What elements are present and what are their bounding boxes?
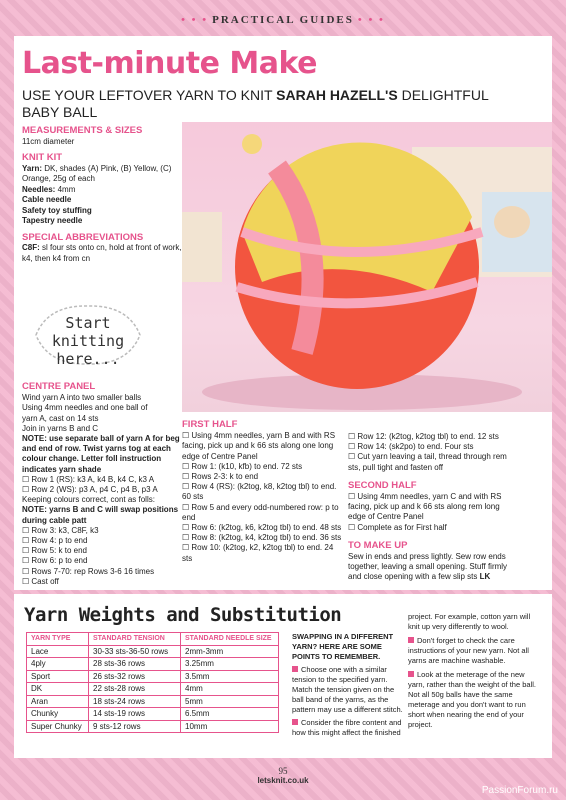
- first-half-item: ☐ Using 4mm needles, yarn B and with RS facing, pick up and k 66 sts along one long edge of Centre Panel: [182, 431, 342, 462]
- second-half-item: ☐ Complete as for First half: [348, 523, 516, 533]
- tip-care-text: Don't forget to check the care instructions of your new yarn. Not all yarns are machine washable.: [408, 636, 529, 665]
- first-half-item: ☐ Row 5 and every odd-numbered row: p to end: [182, 503, 342, 523]
- cell: 14 sts-19 rows: [89, 708, 181, 721]
- right-column: [348, 432, 516, 583]
- abbr-label: C8F:: [22, 243, 40, 252]
- col-tension: STANDARD TENSION: [89, 633, 181, 646]
- centre-keep: Keeping colours correct, cont as folls:: [22, 495, 155, 505]
- kit-heading: KNIT KIT: [22, 152, 63, 163]
- kit-yarn: [22, 164, 182, 185]
- centre-line: Using 4mm needles and one ball of: [22, 403, 148, 413]
- badge-line2: knitting here...: [51, 332, 125, 368]
- badge-text: [28, 314, 148, 368]
- first-half-item: ☐ Row 1: (k10, kfb) to end. 72 sts: [182, 462, 342, 472]
- cell: 2mm-3mm: [181, 645, 279, 658]
- cell: DK: [27, 683, 89, 696]
- cell: Sport: [27, 670, 89, 683]
- section-label: PRACTICAL GUIDES: [212, 14, 354, 26]
- yarn-table: [26, 632, 279, 733]
- cell: 4mm: [181, 683, 279, 696]
- bullet-square-icon: [292, 719, 298, 725]
- subtitle-after: DELIGHTFUL BABY BALL: [22, 87, 489, 120]
- centre-note1: NOTE: use separate ball of yarn A for beg and end of row. Twist yarns tog at each colour change. Letter foll instruction indicates yarn shade: [22, 434, 180, 474]
- kit-stuffing: [22, 206, 182, 217]
- cell: 9 sts-12 rows: [89, 720, 181, 733]
- right-item: ☐ Row 14: (sk2po) to end. Four sts: [348, 442, 516, 452]
- makeup-body: Sew in ends and press lightly. Sew row ends together, leaving a small opening. Stuff firmly and close opening with a few slip sts: [348, 552, 508, 582]
- kit-cable-text: Cable needle: [22, 195, 72, 204]
- background-toy: [242, 134, 262, 154]
- table-row: [27, 683, 279, 696]
- cell: 3.25mm: [181, 658, 279, 671]
- cell: 22 sts-28 rows: [89, 683, 181, 696]
- tip-care: [408, 636, 536, 666]
- table-row: [27, 658, 279, 671]
- centre-note2: NOTE: yarns B and C will swap positions during cable patt: [22, 505, 179, 525]
- section-header: • • • PRACTICAL GUIDES • • •: [181, 14, 385, 26]
- swap-tip-2: [292, 718, 404, 738]
- right-item: ☐ Cut yarn leaving a tail, thread through rem sts, pull tight and fasten off: [348, 452, 516, 472]
- kit-cable: [22, 195, 182, 206]
- abbr-heading: SPECIAL ABBREVIATIONS: [22, 231, 144, 243]
- cell: 5mm: [181, 695, 279, 708]
- cell: Super Chunky: [27, 720, 89, 733]
- bullet-square-icon: [408, 671, 414, 677]
- more-tips: [408, 612, 536, 730]
- centre-line: Wind yarn A into two smaller balls: [22, 393, 142, 403]
- kit-stuffing-text: Safety toy stuffing: [22, 205, 92, 215]
- first-half-item: ☐ Rows 2-3: k to end: [182, 472, 342, 482]
- first-half-item: ☐ Row 4 (RS): (k2tog, k8, k2tog tbl) to end. 60 sts: [182, 482, 342, 502]
- tip-meterage-text: Look at the meterage of the new yarn, rather than the weight of the ball. Not all 50g balls have the same meterage and you don't want to run short when nearing the end of your project.: [408, 670, 536, 729]
- start-badge: [28, 300, 148, 380]
- block-picture: [494, 206, 530, 238]
- yarn-table-header: [27, 633, 279, 646]
- centre-row: ☐ Row 1 (RS): k3 A, k4 B, k4 C, k3 A: [22, 475, 180, 485]
- kit-tapestry: [22, 216, 182, 227]
- cell: 30-33 sts-36-50 rows: [89, 645, 181, 658]
- kit-needles-text: 4mm: [55, 184, 76, 194]
- centre-line: Join in yarns B and C: [22, 423, 99, 433]
- subtitle: [22, 87, 492, 121]
- kit-tapestry-text: Tapestry needle: [22, 216, 83, 225]
- tip-meterage: [408, 670, 536, 730]
- bullet-square-icon: [408, 637, 414, 643]
- centre-row: ☐ Rows 7-70: rep Rows 3-6 16 times: [22, 567, 180, 577]
- measurements-heading: MEASUREMENTS & SIZES: [22, 125, 143, 136]
- table-row: [27, 695, 279, 708]
- first-half-column: [182, 418, 342, 564]
- cell: 6.5mm: [181, 708, 279, 721]
- kit-yarn-label: Yarn:: [22, 163, 43, 173]
- makeup-text: [348, 552, 516, 583]
- page-footer: [0, 766, 566, 785]
- cell: 28 sts-36 rows: [89, 658, 181, 671]
- first-half-item: ☐ Row 6: (k2tog, k6, k2tog tbl) to end. 48 sts: [182, 523, 342, 533]
- ball-illustration: [182, 122, 552, 412]
- kit-needles: [22, 185, 182, 196]
- centre-heading: CENTRE PANEL: [22, 381, 96, 392]
- col-yarn-type: YARN TYPE: [27, 633, 89, 646]
- cell: Aran: [27, 695, 89, 708]
- abbr-text: [22, 243, 182, 264]
- centre-line: yarn A, cast on 14 sts: [22, 413, 99, 423]
- subtitle-before: USE YOUR LEFTOVER YARN TO KNIT: [22, 87, 277, 103]
- badge-line1: Start: [65, 314, 111, 332]
- kit-needles-label: Needles:: [22, 184, 56, 194]
- site-name: letsknit.co.uk: [257, 776, 309, 785]
- makeup-heading: TO MAKE UP: [348, 539, 408, 551]
- cell: 18 sts-24 rows: [89, 695, 181, 708]
- centre-row: ☐ Row 5: k to end: [22, 546, 180, 556]
- swap-tips: [292, 632, 404, 738]
- centre-row: ☐ Row 4: p to end: [22, 536, 180, 546]
- centre-row: ☐ Row 3: k3, C8F, k3: [22, 526, 180, 536]
- second-half-heading: SECOND HALF: [348, 479, 417, 491]
- abbr-body: sl four sts onto cn, hold at front of work, k4, then k4 from cn: [22, 243, 182, 263]
- cell: Chunky: [27, 708, 89, 721]
- first-half-item: ☐ Row 10: (k2tog, k2, k2tog tbl) to end. 24 sts: [182, 543, 342, 563]
- swap-tip-2-text: Consider the fibre content and how this might affect the finished: [292, 718, 402, 737]
- knitted-ball-photo: [182, 122, 552, 412]
- subtitle-author: SARAH HAZELL'S: [276, 87, 398, 103]
- kit-yarn-text: DK, shades (A) Pink, (B) Yellow, (C) Orange, 25g of each: [22, 163, 172, 183]
- swap-heading: SWAPPING IN A DIFFERENT YARN? HERE ARE SOME POINTS TO REMEMBER.: [292, 632, 394, 661]
- cell: 3.5mm: [181, 670, 279, 683]
- cell: 10mm: [181, 720, 279, 733]
- swap-tip-1: [292, 665, 404, 715]
- cell: Lace: [27, 645, 89, 658]
- right-item: ☐ Row 12: (k2tog, k2tog tbl) to end. 12 sts: [348, 432, 516, 442]
- tip-continued: project. For example, cotton yarn will knit up very differently to wool.: [408, 612, 531, 631]
- watermark: PassionForum.ru: [481, 785, 558, 796]
- first-half-heading: FIRST HALF: [182, 419, 238, 430]
- swap-tip-1-text: Choose one with a similar tension to the specified yarn. Match the tension given on the ball band of the yarns, as the pattern may use a different stitch.: [292, 665, 403, 714]
- second-half-item: ☐ Using 4mm needles, yarn C and with RS facing, pick up and k 66 sts along rem long edge of Centre Panel: [348, 492, 516, 523]
- table-row: [27, 720, 279, 733]
- toy-block-left: [182, 212, 222, 282]
- table-row: [27, 645, 279, 658]
- bullet-square-icon: [292, 666, 298, 672]
- centre-row: ☐ Cast off: [22, 577, 180, 587]
- table-row: [27, 670, 279, 683]
- measurements-text: 11cm diameter: [22, 136, 75, 146]
- cell: 26 sts-32 rows: [89, 670, 181, 683]
- cell: 4ply: [27, 658, 89, 671]
- left-column: [22, 126, 182, 264]
- page-title: Last-minute Make: [22, 46, 317, 81]
- centre-panel-column: [22, 380, 180, 587]
- makeup-sign-off: LK: [479, 572, 491, 582]
- first-half-item: ☐ Row 8: (k2tog, k4, k2tog tbl) to end. 36 sts: [182, 533, 342, 543]
- yarn-section-title: Yarn Weights and Substitution: [24, 604, 342, 626]
- col-needle: STANDARD NEEDLE SIZE: [181, 633, 279, 646]
- centre-row: ☐ Row 2 (WS): p3 A, p4 C, p4 B, p3 A: [22, 485, 180, 495]
- page-number: 95: [278, 766, 288, 776]
- centre-row: ☐ Row 6: p to end: [22, 556, 180, 566]
- table-row: [27, 708, 279, 721]
